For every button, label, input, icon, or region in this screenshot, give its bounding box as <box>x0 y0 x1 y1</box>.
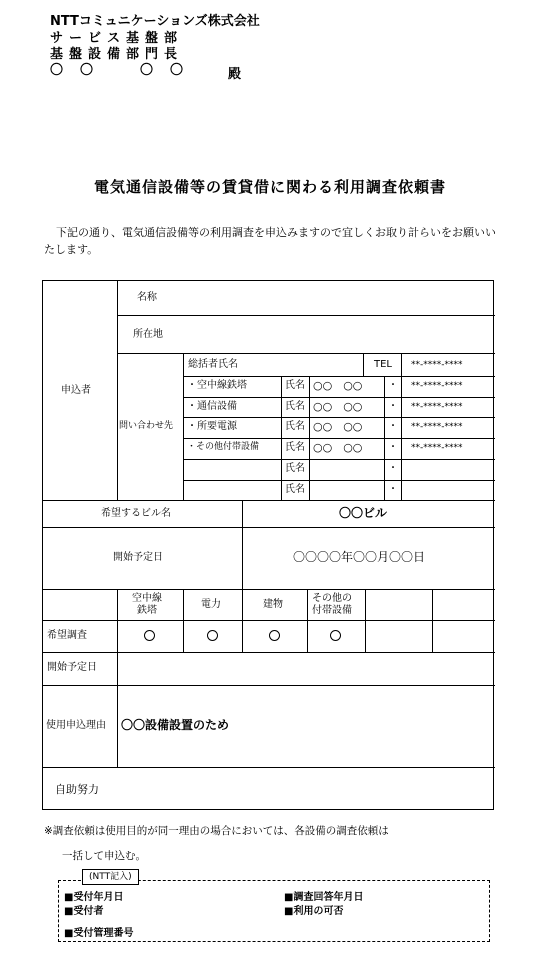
address-label: 所在地 <box>133 329 163 340</box>
reply-date-label: ■調査回答年月日 <box>284 892 364 903</box>
contact-dot: ・ <box>388 484 398 495</box>
survey-mark-antenna <box>144 630 155 641</box>
contact-dot: ・ <box>388 421 398 432</box>
contact-name-label: 氏名 <box>285 380 305 391</box>
tel-label: TEL <box>374 359 392 370</box>
reason-value: 〇〇設備設置のため <box>121 718 230 732</box>
company-name: NTTコミュニケーションズ株式会社 <box>50 14 260 29</box>
survey-row-label: 希望調査 <box>47 630 87 641</box>
contact-item-antenna: ・空中線鉄塔 <box>187 380 247 391</box>
manager-name-label: 総括者氏名 <box>188 359 238 370</box>
contact-name: ○○ ○○ <box>313 400 363 413</box>
request-form-table <box>42 280 494 810</box>
start-date-label: 開始予定日 <box>113 552 163 563</box>
contact-tel: **-****-**** <box>411 381 463 391</box>
ntt-entry-tag: (NTT記入) <box>82 869 139 885</box>
contact-name-label: 氏名 <box>285 463 305 474</box>
survey-col-other: その他の 付帯設備 <box>312 593 352 616</box>
recipient-name: 〇 〇 〇 〇 <box>50 63 186 78</box>
contact-name-label: 氏名 <box>285 401 305 412</box>
survey-col-building: 建物 <box>263 599 283 610</box>
survey-mark-building <box>269 630 280 641</box>
survey-col-power: 電力 <box>201 599 221 610</box>
contact-name-label: 氏名 <box>285 484 305 495</box>
contact-name: ○○ ○○ <box>313 441 363 454</box>
survey-start-label: 開始予定日 <box>47 662 97 673</box>
contact-name-label: 氏名 <box>285 421 305 432</box>
department-2: 基盤設備部門長 <box>50 47 184 62</box>
survey-mark-other <box>330 630 341 641</box>
contact-dot: ・ <box>388 463 398 474</box>
department-1: サービス基盤部 <box>50 31 184 46</box>
building-value: 〇〇ビル <box>339 506 388 520</box>
contact-tel: **-****-**** <box>411 422 463 432</box>
contact-name: ○○ ○○ <box>313 420 363 433</box>
contact-dot: ・ <box>388 401 398 412</box>
honorific: 殿 <box>228 67 242 82</box>
contact-item-other: ・その他付帯設備 <box>187 442 260 452</box>
reason-label: 使用申込理由 <box>46 720 106 731</box>
applicant-label: 申込者 <box>61 385 91 396</box>
availability-label: ■利用の可否 <box>284 906 344 917</box>
contact-label: 問い合わせ先 <box>119 421 174 431</box>
contact-item-power: ・所要電源 <box>187 421 237 432</box>
note-line-1: ※調査依頼は使用目的が同一理由の場合においては、各設備の調査依頼は <box>44 825 389 837</box>
manager-tel: **-****-**** <box>411 360 463 370</box>
intro-text: 下記の通り、電気通信設備等の利用調査を申込みますので宜しくお取り計らいをお願いいたします。 <box>44 226 496 256</box>
contact-dot: ・ <box>388 380 398 391</box>
contact-name-label: 氏名 <box>285 442 305 453</box>
management-number-label: ■受付管理番号 <box>64 928 134 939</box>
effort-label: 自助努力 <box>55 783 99 796</box>
survey-mark-power <box>207 630 218 641</box>
contact-tel: **-****-**** <box>411 443 463 453</box>
contact-name: ○○ ○○ <box>313 379 363 392</box>
contact-dot: ・ <box>388 442 398 453</box>
building-label: 希望するビル名 <box>101 508 171 519</box>
name-label: 名称 <box>137 292 157 303</box>
receiver-label: ■受付者 <box>64 906 104 917</box>
document-title: 電気通信設備等の賃貸借に関わる利用調査依頼書 <box>93 178 446 196</box>
survey-col-antenna: 空中線 鉄塔 <box>132 593 162 616</box>
note-line-2: 一括して申込む。 <box>62 850 146 862</box>
received-date-label: ■受付年月日 <box>64 892 124 903</box>
start-date-value: 〇〇〇〇年〇〇月〇〇日 <box>293 550 426 564</box>
contact-item-comm: ・通信設備 <box>187 401 237 412</box>
contact-tel: **-****-**** <box>411 402 463 412</box>
